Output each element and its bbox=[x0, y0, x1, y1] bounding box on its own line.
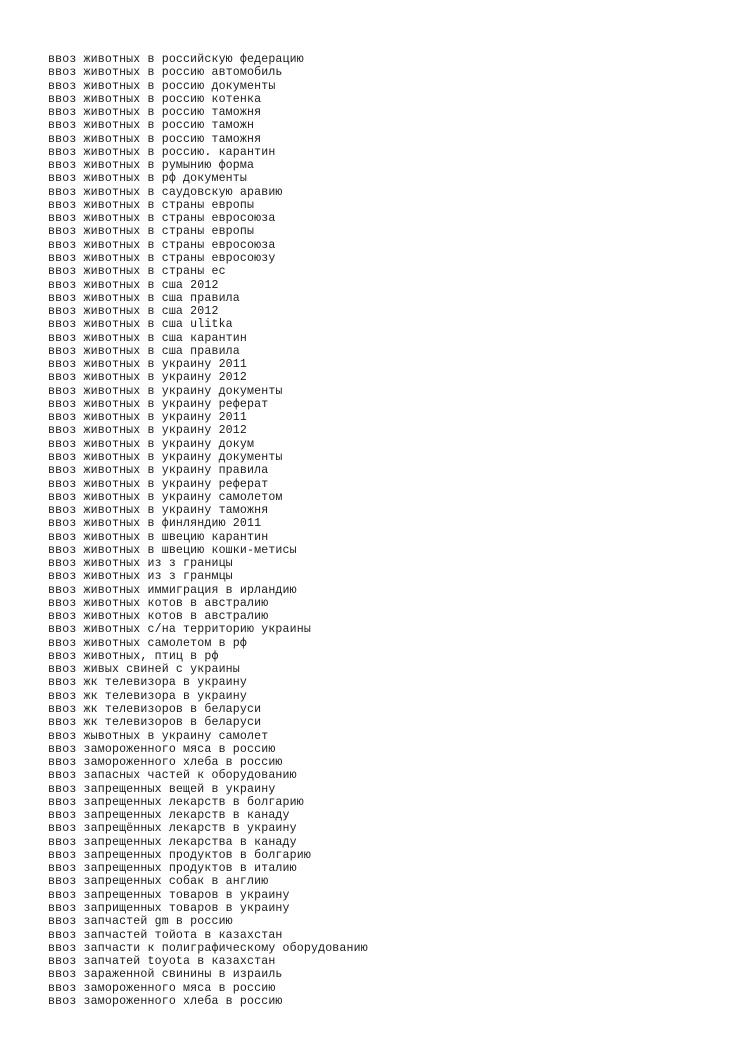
text-line: ввоз жывотных в украину самолет bbox=[48, 729, 269, 743]
text-line: ввоз животных в сша правила bbox=[48, 291, 240, 305]
text-line: ввоз животных в сша ulitka bbox=[48, 318, 233, 332]
text-line: ввоз животных в страны ес bbox=[48, 265, 226, 279]
text-line: ввоз животных котов в австралию bbox=[48, 596, 269, 610]
text-line: ввоз жк телевизоров в беларуси bbox=[48, 716, 262, 730]
text-line: ввоз запрещённых лекарств в украину bbox=[48, 822, 297, 836]
text-line: ввоз животных в страны евросоюза bbox=[48, 212, 276, 226]
text-line: ввоз запасных частей к оборудованию bbox=[48, 769, 297, 783]
text-line: ввоз животных в румынию форма bbox=[48, 159, 255, 173]
text-line: ввоз животных в страны евросоюза bbox=[48, 238, 276, 252]
text-line: ввоз замороженного мяса в россию bbox=[48, 742, 276, 756]
text-line: ввоз запрещенных лекарств в канаду bbox=[48, 809, 290, 823]
text-line: ввоз животных иммиграция в ирландию bbox=[48, 583, 297, 597]
text-line: ввоз животных из з границы bbox=[48, 557, 233, 571]
text-line: ввоз замороженного мяса в россию bbox=[48, 981, 276, 995]
text-line: ввоз запрещенных лекарств в болгарию bbox=[48, 795, 304, 809]
text-line: ввоз животных в россию таможня bbox=[48, 132, 262, 146]
text-line: ввоз животных в саудовскую аравию bbox=[48, 185, 283, 199]
text-line: ввоз животных в россию. карантин bbox=[48, 145, 276, 159]
text-line: ввоз запчатей toyota в казахстан bbox=[48, 955, 276, 969]
text-line: ввоз животных в украину реферат bbox=[48, 397, 269, 411]
text-line: ввоз животных в украину 2011 bbox=[48, 358, 248, 372]
text-line: ввоз животных в сша 2012 bbox=[48, 305, 219, 319]
text-line: ввоз замороженного хлеба в россию bbox=[48, 994, 283, 1008]
text-line: ввоз животных в украину документы bbox=[48, 450, 283, 464]
text-line: ввоз животных котов в австралию bbox=[48, 610, 269, 624]
text-line: ввоз животных самолетом в рф bbox=[48, 636, 248, 650]
text-line: ввоз запрещенных вещей в украину bbox=[48, 782, 276, 796]
text-line: ввоз животных в сша правила bbox=[48, 344, 240, 358]
search-query-list bbox=[48, 53, 368, 1008]
text-line: ввоз жк телевизора в украину bbox=[48, 676, 248, 690]
text-line: ввоз животных в россию документы bbox=[48, 79, 276, 93]
text-line: ввоз запчастей тойота в казахстан bbox=[48, 928, 283, 942]
text-line: ввоз животных в швецию кошки-метисы bbox=[48, 543, 297, 557]
text-line: ввоз животных в украину 2012 bbox=[48, 424, 248, 438]
text-line: ввоз животных в россию котенка bbox=[48, 92, 262, 106]
text-line: ввоз животных в украину 2011 bbox=[48, 411, 248, 425]
text-line: ввоз животных в украину докум bbox=[48, 437, 255, 451]
text-line: ввоз животных в россию таможня bbox=[48, 106, 262, 120]
text-line: ввоз замороженного хлеба в россию bbox=[48, 756, 283, 770]
text-line: ввоз запчасти к полиграфическому оборудованию bbox=[48, 941, 368, 955]
text-line: ввоз животных в страны европы bbox=[48, 225, 255, 239]
text-line: ввоз животных в страны европы bbox=[48, 198, 255, 212]
text-line: ввоз животных в украину документы bbox=[48, 384, 283, 398]
text-line: ввоз животных, птиц в рф bbox=[48, 649, 219, 663]
text-line: ввоз жк телевизора в украину bbox=[48, 689, 248, 703]
text-line: ввоз заприщенных товаров в украину bbox=[48, 902, 290, 915]
text-line: ввоз животных в швецию карантин bbox=[48, 530, 269, 544]
text-line: ввоз запрещенных лекарства в канаду bbox=[48, 835, 297, 849]
text-line: ввоз животных в рф документы bbox=[48, 172, 248, 186]
text-line: ввоз животных в украину реферат bbox=[48, 477, 269, 491]
text-line: ввоз животных в украину 2012 bbox=[48, 371, 248, 385]
text-line: ввоз животных в россию автомобиль bbox=[48, 66, 283, 80]
text-line: ввоз животных в украину правила bbox=[48, 464, 269, 478]
text-line: ввоз животных из з гранмцы bbox=[48, 570, 233, 584]
text-line: ввоз животных в украину таможня bbox=[48, 504, 269, 518]
text-line: ввоз животных в финляндию 2011 bbox=[48, 517, 262, 531]
text-line: ввоз животных в страны евросоюзу bbox=[48, 251, 276, 265]
text-line: ввоз животных в украину самолетом bbox=[48, 490, 283, 504]
text-line: ввоз животных с/на территорию украины bbox=[48, 623, 311, 637]
text-line: ввоз зараженной свинины в израиль bbox=[48, 968, 283, 982]
text-line: ввоз животных в россию таможн bbox=[48, 119, 255, 133]
text-line: ввоз животных в сша карантин bbox=[48, 331, 248, 345]
text-line: ввоз запчастей gm в россию bbox=[48, 915, 233, 929]
text-line: ввоз запрещенных продуктов в италию bbox=[48, 862, 297, 876]
text-line: ввоз запрещенных собак в англию bbox=[48, 875, 269, 889]
text-line: ввоз жк телевизоров в беларуси bbox=[48, 703, 262, 717]
text-line: ввоз животных в сша 2012 bbox=[48, 278, 219, 292]
text-line: ввоз животных в российскую федерацию bbox=[48, 53, 304, 66]
text-line: ввоз живых свиней с украины bbox=[48, 663, 240, 677]
text-line: ввоз запрещенных товаров в украину bbox=[48, 888, 290, 902]
text-line: ввоз запрещенных продуктов в болгарию bbox=[48, 848, 311, 862]
